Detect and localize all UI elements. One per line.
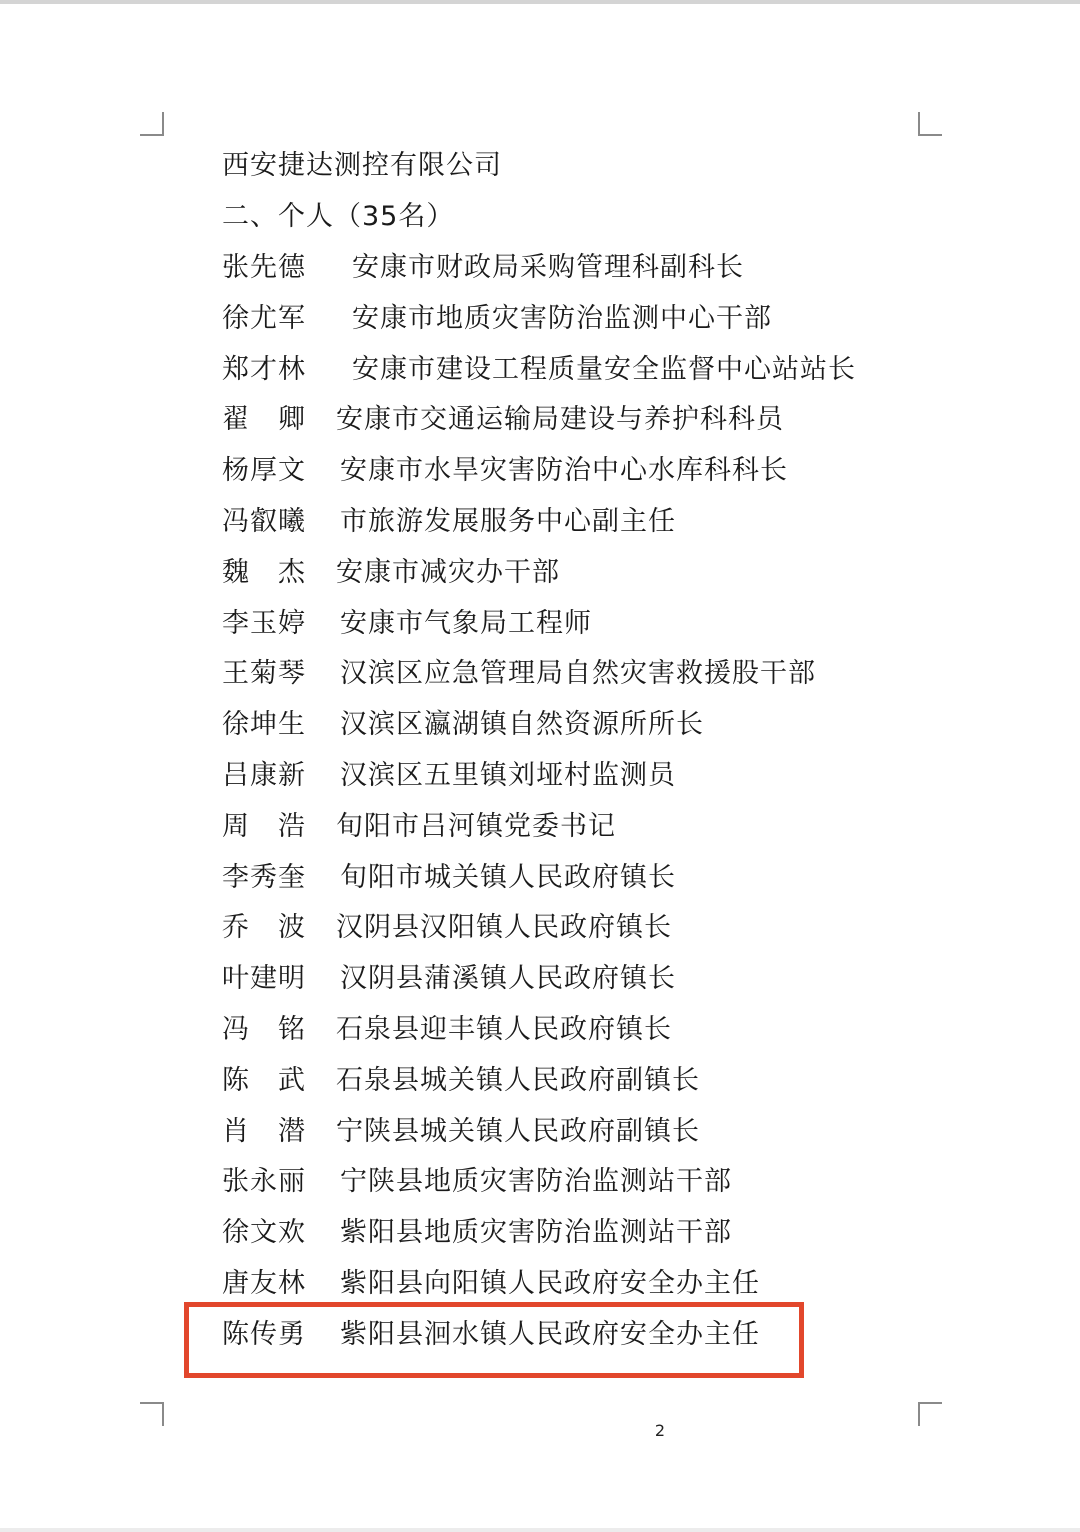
person-row [222,1162,922,1202]
person-row [222,705,922,745]
person-name: 徐文欢 [222,1217,306,1248]
person-org: 安康市减灾办干部 [336,557,560,588]
person-name: 徐尤军 [222,303,306,334]
person-name: 肖 潜 [222,1116,306,1147]
person-name: 冯叡曦 [222,506,306,537]
person-name: 冯 铭 [222,1014,306,1045]
page-number: 2 [654,1421,666,1440]
person-name: 陈 武 [222,1065,306,1096]
margin-corner-bottom-left [140,1402,164,1426]
person-org: 紫阳县地质灾害防治监测站干部 [340,1217,732,1248]
person-row [222,858,922,898]
person-row [222,400,922,440]
person-name: 陈传勇 [222,1319,306,1350]
person-org: 宁陕县城关镇人民政府副镇长 [336,1116,700,1147]
margin-corner-top-left [140,112,164,136]
person-name: 翟 卿 [222,404,306,435]
person-org: 安康市建设工程质量安全监督中心站站长 [352,354,856,385]
person-row [222,959,922,999]
person-org: 安康市水旱灾害防治中心水库科科长 [340,455,788,486]
person-org: 宁陕县地质灾害防治监测站干部 [340,1166,732,1197]
person-org: 汉阴县汉阳镇人民政府镇长 [336,912,672,943]
person-org: 汉阴县蒲溪镇人民政府镇长 [340,963,676,994]
person-org: 安康市气象局工程师 [340,608,592,639]
person-row [222,1010,922,1050]
person-name: 魏 杰 [222,557,306,588]
page-top-edge [0,0,1080,4]
person-name: 周 浩 [222,811,306,842]
person-name: 杨厚文 [222,455,306,486]
person-org: 市旅游发展服务中心副主任 [340,506,676,537]
person-row [222,604,922,644]
person-row [222,553,922,593]
person-org: 紫阳县向阳镇人民政府安全办主任 [340,1268,760,1299]
person-row [222,451,922,491]
person-row [222,248,922,288]
person-org: 汉滨区五里镇刘垭村监测员 [340,760,676,791]
person-org: 石泉县城关镇人民政府副镇长 [336,1065,700,1096]
person-name: 李秀奎 [222,862,306,893]
person-row [222,1112,922,1152]
person-org: 安康市交通运输局建设与养护科科员 [336,404,784,435]
person-name: 叶建明 [222,963,306,994]
person-org: 汉滨区应急管理局自然灾害救援股干部 [340,658,816,689]
person-name: 徐坤生 [222,709,306,740]
person-row [222,908,922,948]
person-org: 旬阳市吕河镇党委书记 [336,811,616,842]
person-name: 李玉婷 [222,608,306,639]
highlight-box [184,1302,804,1378]
person-row [222,756,922,796]
page-bottom-edge [0,1528,1080,1532]
person-org: 汉滨区瀛湖镇自然资源所所长 [340,709,704,740]
person-row [222,502,922,542]
person-org: 安康市财政局采购管理科副科长 [352,252,744,283]
person-row [222,299,922,339]
section-heading: 二、个人（35名） [222,201,455,232]
person-name: 张永丽 [222,1166,306,1197]
person-org: 石泉县迎丰镇人民政府镇长 [336,1014,672,1045]
person-org: 安康市地质灾害防治监测中心干部 [352,303,772,334]
person-org: 紫阳县洄水镇人民政府安全办主任 [340,1319,760,1350]
company-name: 西安捷达测控有限公司 [222,150,502,181]
person-name: 郑才林 [222,354,306,385]
person-name: 张先德 [222,252,306,283]
person-name: 吕康新 [222,760,306,791]
person-row [222,1213,922,1253]
person-name: 乔 波 [222,912,306,943]
margin-corner-bottom-right [918,1402,942,1426]
person-row [222,350,922,390]
person-name: 王菊琴 [222,658,306,689]
person-row [222,1264,922,1304]
person-row [222,807,922,847]
person-row [222,1061,922,1101]
margin-corner-top-right [918,112,942,136]
person-row [222,654,922,694]
person-name: 唐友林 [222,1268,306,1299]
person-org: 旬阳市城关镇人民政府镇长 [340,862,676,893]
